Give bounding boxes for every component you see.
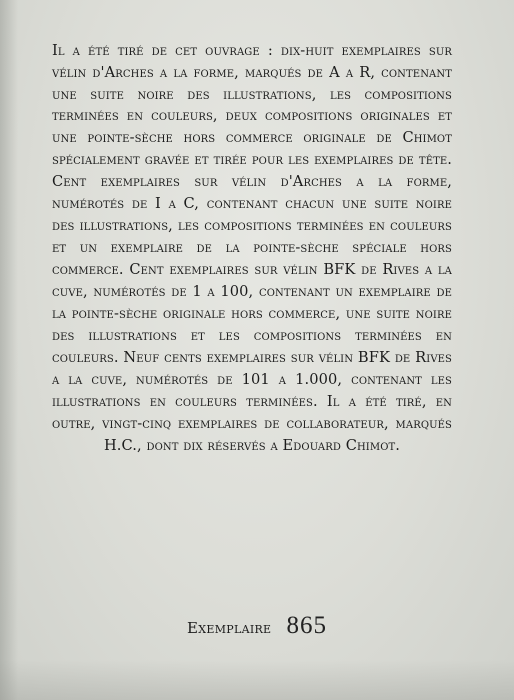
exemplaire-number: 865 bbox=[286, 612, 327, 639]
exemplaire-label: Exemplaire bbox=[187, 619, 272, 637]
page-bottom-shadow bbox=[0, 660, 514, 700]
exemplaire-line bbox=[0, 612, 514, 640]
page-edge-shadow bbox=[0, 0, 18, 700]
colophon-text: Il a été tiré de cet ouvrage : dix-huit exemplaires sur vélin d'Arches a la forme, marqués de A a R, contenant une suite noire des illustrations, les compositions terminées en couleurs, deux compositions originales et une pointe-sèche hors commerce originale de Chimot spécialement gravée et tirée pour les exemplaires de tête. Cent exemplaires sur vélin d'Arches a la forme, numérotés de I a C, contenant chacun une suite noire des illustrations, les compositions terminées en couleurs et un exemplaire de la pointe-sèche spéciale hors commerce. Cent exemplaires sur vélin BFK de Rives a la cuve, numérotés de 1 a 100, contenant un exemplaire de la pointe-sèche originale hors commerce, une suite noire des illustrations et les compositions terminées en couleurs. Neuf cents exemplaires sur vélin BFK de Rives a la cuve, numérotés de 101 a 1.000, contenant les illustrations en couleurs terminées. Il a été tiré, en outre, vingt-cinq exemplaires de collaborateur, marqués H.C., dont dix réservés a Edouard Chimot. bbox=[52, 41, 452, 454]
